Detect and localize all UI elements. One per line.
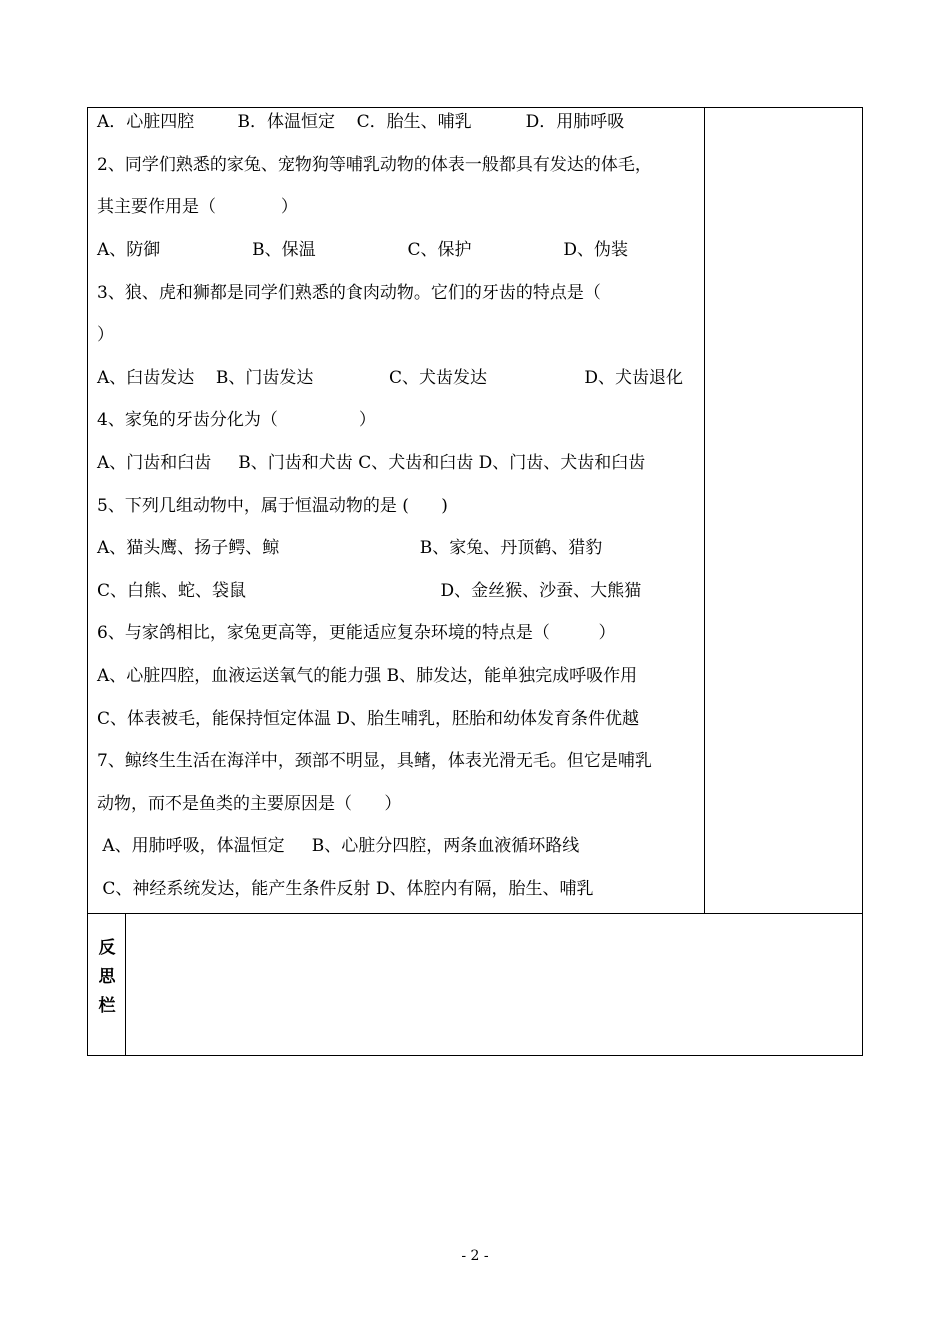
reflection-area[interactable] bbox=[126, 914, 862, 1055]
question-line: 2、同学们熟悉的家兔、宠物狗等哺乳动物的体表一般都具有发达的体毛， bbox=[97, 155, 652, 175]
question-line: 7、鲸终生生活在海洋中，颈部不明显，具鳍，体表光滑无毛。但它是哺乳 bbox=[97, 751, 652, 771]
question-line: C、体表被毛，能保持恒定体温 D、胎生哺乳，胚胎和幼体发育条件优越 bbox=[97, 709, 640, 729]
question-line: A、臼齿发达 B、门齿发达 C、犬齿发达 D、犬齿退化 bbox=[97, 368, 683, 388]
question-line: 3、狼、虎和狮都是同学们熟悉的食肉动物。它们的牙齿的特点是（ bbox=[97, 283, 601, 303]
question-line: ） bbox=[97, 325, 114, 345]
question-line: 其主要作用是（ ） bbox=[97, 197, 298, 217]
question-line: A、门齿和臼齿 B、门齿和犬齿 C、犬齿和臼齿 D、门齿、犬齿和臼齿 bbox=[97, 453, 646, 473]
reflection-label: 反 思 栏 bbox=[98, 938, 116, 1016]
question-line: 4、家兔的牙齿分化为（ ） bbox=[97, 410, 376, 430]
question-line: A．心脏四腔 B．体温恒定 C．胎生、哺乳 D．用肺呼吸 bbox=[97, 112, 625, 132]
question-line: A、防御 B、保温 C、保护 D、伪装 bbox=[97, 240, 629, 260]
question-line: A、用肺呼吸，体温恒定 B、心脏分四腔，两条血液循环路线 bbox=[97, 836, 580, 856]
page-number: - 2 - bbox=[461, 1248, 489, 1264]
question-line: 6、与家鸽相比，家兔更高等，更能适应复杂环境的特点是（ ） bbox=[97, 623, 616, 643]
question-line: C、神经系统发达，能产生条件反射 D、体腔内有隔，胎生、哺乳 bbox=[97, 879, 594, 899]
question-line: 5、下列几组动物中，属于恒温动物的是 ( ) bbox=[97, 496, 448, 516]
right-column-divider bbox=[704, 107, 705, 914]
question-line: C、白熊、蛇、袋鼠 D、金丝猴、沙蚕、大熊猫 bbox=[97, 581, 642, 601]
question-line: A、猫头鹰、扬子鳄、鲸 B、家兔、丹顶鹤、猎豹 bbox=[97, 538, 603, 558]
question-line: 动物，而不是鱼类的主要原因是（ ） bbox=[97, 794, 402, 814]
question-line: A、心脏四腔，血液运送氧气的能力强 B、肺发达，能单独完成呼吸作用 bbox=[97, 666, 638, 686]
